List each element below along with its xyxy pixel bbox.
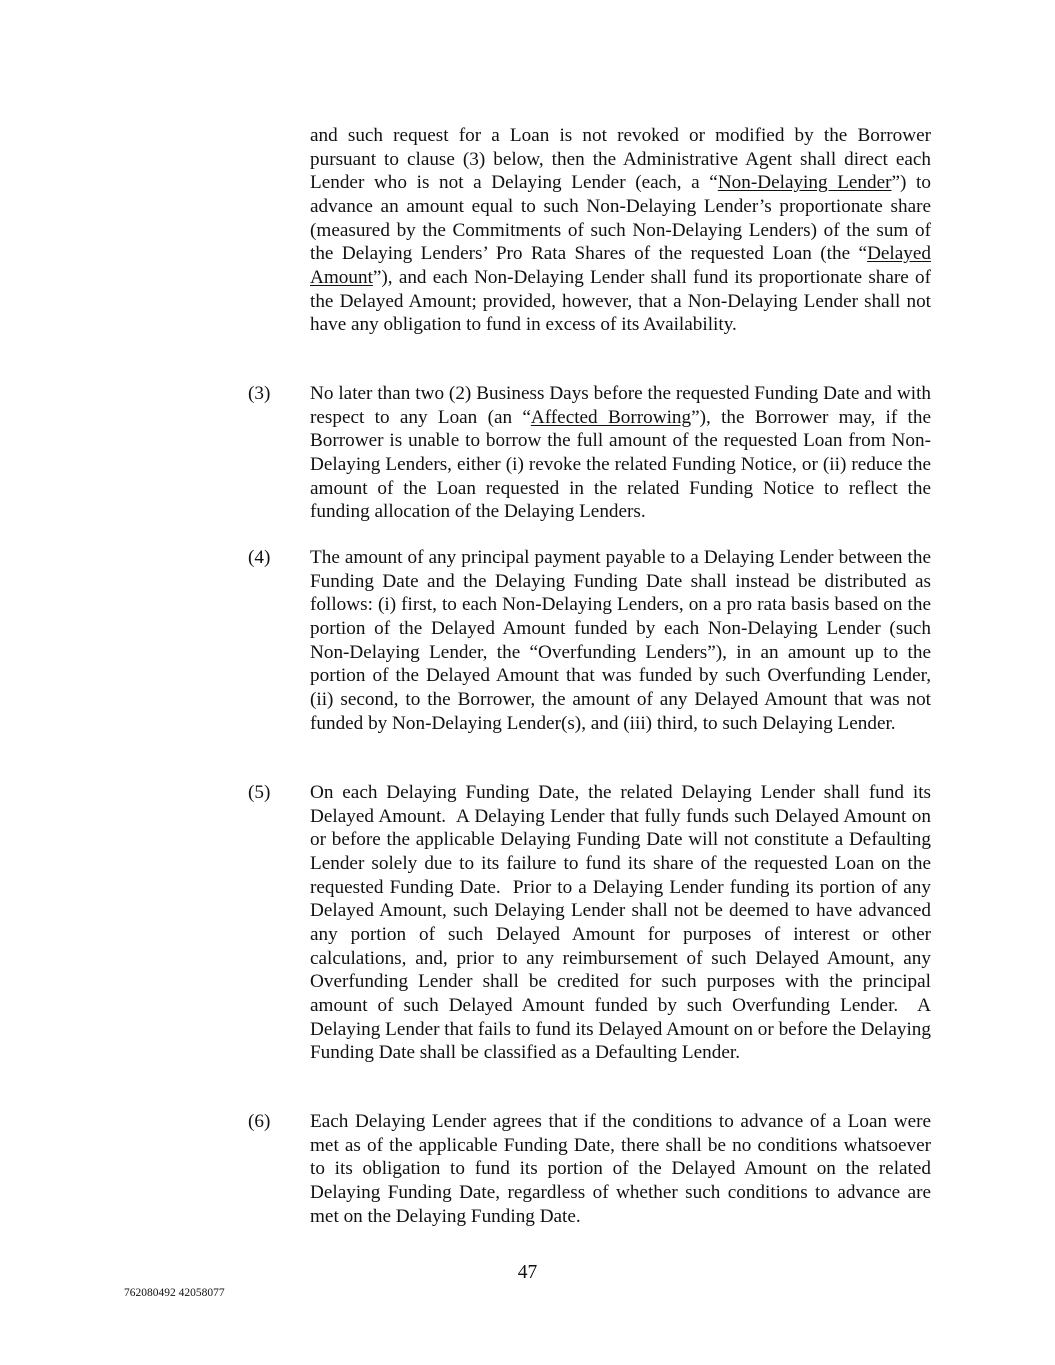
page-number: 47 (517, 1262, 538, 1283)
document-id: 762080492 42058077 (124, 1287, 225, 1299)
clause-number: (5) (248, 782, 271, 803)
continuation-text-2: ”) to advance an amount equal to such Non-Delaying Lender’s proportionate share (measured by the Commitments of such Non-Delaying Lenders) of the sum of the Delaying Lenders’ Pro Rata Shares of the requested Loan (the “ (310, 172, 931, 265)
defined-term-delayed-amount: Delayed Amount (310, 243, 931, 288)
clause-text (310, 382, 931, 524)
clause-text: On each Delaying Funding Date, the related Delaying Lender shall fund its Delayed Amount. A Delaying Lender that fully funds such Delayed Amount on or before the applicable Delaying Funding Date will not constitute a Defaulting Lender solely due to its failure to fund its share of the requested Loan on the requested Funding Date. Prior to a Delaying Lender funding its portion of any Delayed Amount, such Delaying Lender shall not be deemed to have advanced any portion of such Delayed Amount for purposes of interest or other calculations, and, prior to any reimbursement of such Delayed Amount, any Overfunding Lender shall be credited for such purposes with the principal amount of such Delayed Amount funded by such Overfunding Lender. A Delaying Lender that fails to fund its Delayed Amount on or before the Delaying Funding Date shall be classified as a Defaulting Lender. (310, 782, 931, 1064)
clause-3-text-2: ”), the Borrower may, if the Borrower is unable to borrow the full amount of the requested Loan from Non-Delaying Lenders, either (i) revoke the related Funding Notice, or (ii) reduce the amount of the Loan requested in the related Funding Notice to reflect the funding allocation of the Delaying Lenders. (310, 406, 931, 523)
defined-term-affected-borrowing: Affected Borrowing (530, 406, 692, 428)
clause-number: (4) (248, 547, 271, 568)
continuation-paragraph (310, 124, 931, 337)
continuation-text-1: and such request for a Loan is not revoked or modified by the Borrower pursuant to clause (3) below, then the Administrative Agent shall direct each Lender who is not a Delaying Lender (each, a “ (310, 125, 931, 194)
continuation-text-3: ”), and each Non-Delaying Lender shall fund its proportionate share of the Delayed Amount; provided, however, that a Non-Delaying Lender shall not have any obligation to fund in excess of its Availability. (310, 266, 931, 336)
clause-text: Each Delaying Lender agrees that if the conditions to advance of a Loan were met as of the applicable Funding Date, there shall be no conditions whatsoever to its obligation to fund its portion of the Delayed Amount on the related Delaying Funding Date, regardless of whether such conditions to advance are met on the Delaying Funding Date. (310, 1111, 931, 1227)
clause-text: The amount of any principal payment payable to a Delaying Lender between the Funding Date and the Delaying Funding Date shall instead be distributed as follows: (i) first, to each Non-Delaying Lenders, on a pro rata basis based on the portion of the Delayed Amount funded by each Non-Delaying Lender (such Non-Delaying Lender, the “Overfunding Lenders”), in an amount up to the portion of the Delayed Amount that was funded by such Overfunding Lender, (ii) second, to the Borrower, the amount of any Delayed Amount that was not funded by Non-Delaying Lender(s), and (iii) third, to such Delaying Lender. (310, 547, 931, 734)
clause-number: (3) (248, 383, 271, 404)
defined-term-non-delaying-lender: Non-Delaying Lender (717, 172, 892, 194)
clause-number: (6) (248, 1111, 271, 1132)
clause-3-text-1: No later than two (2) Business Days before the requested Funding Date and with respect to any Loan (an “ (310, 383, 931, 428)
